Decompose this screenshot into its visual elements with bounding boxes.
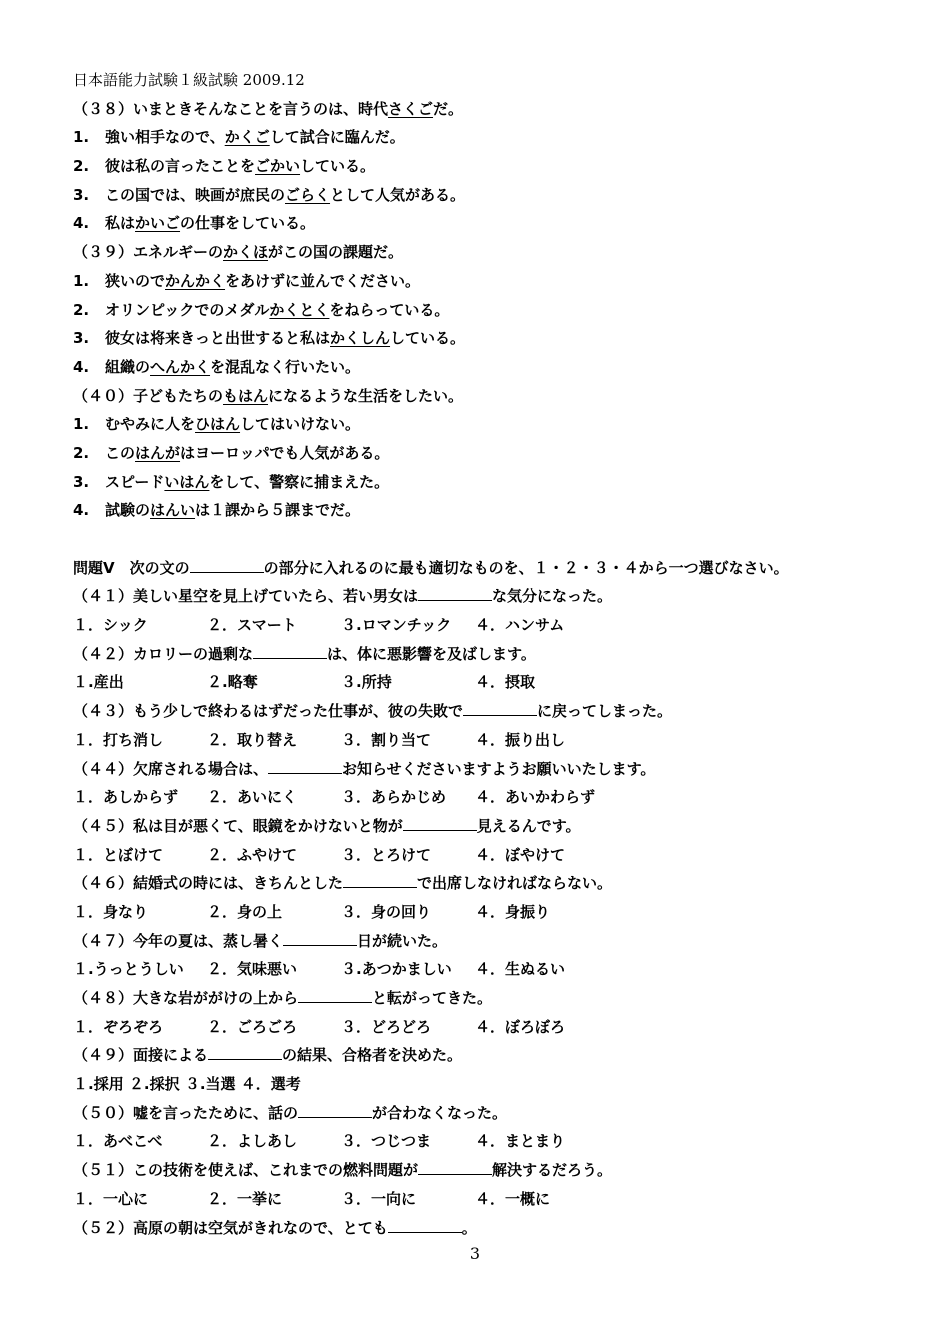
options-row <box>73 668 893 697</box>
vocab-question <box>73 238 893 267</box>
underlined-word: かくしん <box>330 329 391 348</box>
answer-blank <box>418 1160 492 1175</box>
choice-text-post: はヨーロッパでも人気がある。 <box>180 443 390 462</box>
option-item: １．あしからず <box>73 788 179 807</box>
option-item: ３.あつかましい <box>341 960 452 979</box>
answer-choice <box>73 267 893 296</box>
question-text-pre: （４６）結婚式の時には、きちんとした <box>73 874 344 893</box>
answer-choice <box>73 410 893 439</box>
options-row <box>73 726 893 755</box>
fill-blank-question <box>73 1214 893 1243</box>
option-item: １．身なり <box>73 902 149 921</box>
choice-text-post: の仕事をしている。 <box>180 214 316 233</box>
underlined-word: いはん <box>164 472 210 491</box>
answer-blank <box>463 701 537 716</box>
choice-text-pre: スピード <box>105 472 165 491</box>
option-item: １．打ち消し <box>73 730 164 749</box>
question-text-pre: （４４）欠席される場合は、 <box>73 759 269 778</box>
options-row <box>73 1070 893 1099</box>
answer-choice <box>73 496 893 525</box>
question-text-post: だ。 <box>433 99 464 118</box>
section-5-title <box>73 554 893 583</box>
options-row <box>73 1013 893 1042</box>
question-text-pre: （４２）カロリーの過剰な <box>73 644 254 663</box>
option-item: ４．生ぬるい <box>475 960 566 979</box>
question-text-post: の結果、合格者を決めた。 <box>282 1046 463 1065</box>
answer-blank <box>298 1103 372 1118</box>
question-text-pre: （４３）もう少しで終わるはずだった仕事が、彼の失敗で <box>73 702 464 721</box>
choice-text-post: をして、警察に捕まえた。 <box>209 472 390 491</box>
vocab-question <box>73 95 893 124</box>
answer-choice <box>73 209 893 238</box>
option-item: ３．身の回り <box>341 902 432 921</box>
question-text-post: な気分になった。 <box>492 587 613 606</box>
option-item: ２．スマート <box>207 616 297 635</box>
option-item: ４．摂取 <box>475 673 536 692</box>
underlined-word: かんかく <box>165 271 226 290</box>
section-5-questions <box>73 582 893 1242</box>
vocab-question <box>73 382 893 411</box>
fill-blank-question <box>73 1156 893 1185</box>
choice-text-pre: 私は <box>105 214 136 233</box>
options-row <box>73 1185 893 1214</box>
question-text-pre: （５２）高原の朝は空気がきれなので、とても <box>73 1218 388 1237</box>
choice-text-pre: 試験の <box>105 501 151 520</box>
choice-text-pre: 組織の <box>105 357 151 376</box>
choice-text-post: してはいけない。 <box>240 415 361 434</box>
option-item: ２．ごろごろ <box>207 1017 298 1036</box>
answer-blank <box>190 558 264 573</box>
fill-blank-question <box>73 1041 893 1070</box>
choice-number: 2. <box>73 157 90 176</box>
choice-text-pre: この国では、映画が庶民の <box>105 185 286 204</box>
question-text-post: 見えるんです。 <box>476 816 581 835</box>
options-row <box>73 1127 893 1156</box>
section-4-questions <box>73 95 893 525</box>
choice-text-post: をあけずに並んでください。 <box>225 271 421 290</box>
answer-choice <box>73 296 893 325</box>
fill-blank-question <box>73 869 893 898</box>
choice-number: 3. <box>73 472 90 491</box>
question-text-post: に戻ってしまった。 <box>537 702 673 721</box>
choice-number: 4. <box>73 357 90 376</box>
question-text-pre: （４９）面接による <box>73 1046 209 1065</box>
choice-number: 3. <box>73 329 90 348</box>
choice-text-post: して試合に臨んだ。 <box>269 128 405 147</box>
underlined-word: はんが <box>135 443 181 462</box>
option-item: ４．振り出し <box>475 730 566 749</box>
choice-number: 1. <box>73 271 90 290</box>
answer-blank <box>418 586 492 601</box>
answer-choice <box>73 353 893 382</box>
fill-blank-question <box>73 984 893 1013</box>
option-item: ２．一挙に <box>207 1189 283 1208</box>
choice-number: 1. <box>73 128 90 147</box>
choice-number: 3. <box>73 185 90 204</box>
option-item: ４．一概に <box>475 1189 551 1208</box>
underlined-word: はんい <box>150 501 196 520</box>
option-item: ２．ふやけて <box>207 845 298 864</box>
underlined-word: かくほ <box>223 243 269 262</box>
section-5-title-post: の部分に入れるのに最も適切なものを、１・２・３・４から一つ選びなさい。 <box>263 558 789 577</box>
answer-choice <box>73 152 893 181</box>
question-text-post: と転がってきた。 <box>372 989 493 1007</box>
option-item: １.うっとうしい <box>73 960 184 979</box>
options-row <box>73 841 893 870</box>
underlined-word: ごかい <box>255 157 301 176</box>
choice-text-post: として人気がある。 <box>330 185 466 204</box>
option-item: ３.所持 <box>341 673 392 692</box>
underlined-word: もはん <box>223 386 269 405</box>
option-item: ４．ハンサム <box>475 616 565 635</box>
underlined-word: さくご <box>388 99 434 118</box>
option-item: ３．あらかじめ <box>341 788 447 807</box>
question-text-pre: （４８）大きな岩ががけの上から <box>73 989 299 1007</box>
question-text-post: で出席しなければならない。 <box>417 874 613 893</box>
answer-blank <box>403 816 477 831</box>
underlined-word: へんかく <box>150 357 211 376</box>
answer-choice <box>73 324 893 353</box>
underlined-word: かくとく <box>269 300 330 319</box>
answer-blank <box>208 1045 282 1060</box>
choice-text-pre: むやみに人を <box>105 415 196 434</box>
option-item: ３．一向に <box>341 1189 417 1208</box>
document-page <box>73 66 893 1242</box>
option-item: １．一心に <box>73 1189 149 1208</box>
fill-blank-question <box>73 697 893 726</box>
option-item: ４．まとまり <box>475 1132 566 1151</box>
option-item: ２．よしあし <box>207 1132 298 1151</box>
fill-blank-question <box>73 582 893 611</box>
option-item: １．ぞろぞろ <box>73 1017 164 1036</box>
question-text-post: がこの国の課題だ。 <box>268 243 404 262</box>
options-row <box>73 955 893 984</box>
option-item: ２．身の上 <box>207 902 283 921</box>
choice-text-pre: 彼は私の言ったことを <box>105 157 256 176</box>
option-item: １．シック <box>73 616 148 635</box>
choice-text-pre: この <box>105 443 136 462</box>
fill-blank-question <box>73 927 893 956</box>
option-item: ２．取り替え <box>207 730 298 749</box>
question-text-post: お知らせくださいますようお願いいたします。 <box>342 759 656 778</box>
choice-number: 2. <box>73 443 90 462</box>
option-item: ２.略奪 <box>207 673 258 692</box>
choice-number: 4. <box>73 501 90 520</box>
choice-text-post: は１課から５課までだ。 <box>195 501 361 520</box>
question-text-pre: （５１）この技術を使えば、これまでの燃料問題が <box>73 1161 419 1180</box>
choice-text-pre: 狭いので <box>105 271 166 290</box>
option-item: ３．どろどろ <box>341 1017 432 1036</box>
answer-choice <box>73 123 893 152</box>
option-item: １.産出 <box>73 673 124 692</box>
choice-number: 4. <box>73 214 90 233</box>
fill-blank-question <box>73 812 893 841</box>
section-gap <box>73 525 893 554</box>
question-text-post: は、体に悪影響を及ばします。 <box>327 644 536 663</box>
question-text-pre: （４７）今年の夏は、蒸し暑く <box>73 931 284 950</box>
question-text-pre: （４１）美しい星空を見上げていたら、若い男女は <box>73 587 419 606</box>
question-text-pre: （４５）私は目が悪くて、眼鏡をかけないと物が <box>73 816 403 835</box>
option-item: ２．あいにく <box>207 788 298 807</box>
choice-text-post: している。 <box>390 329 466 348</box>
underlined-word: ごらく <box>285 185 331 204</box>
answer-blank <box>298 988 372 1003</box>
options-row <box>73 898 893 927</box>
question-text-post: 解決するだろう。 <box>492 1161 613 1180</box>
answer-blank <box>253 644 327 659</box>
page-number: 3 <box>469 1244 481 1263</box>
option-item: １．とぼけて <box>73 845 164 864</box>
underlined-word: ひはん <box>195 415 241 434</box>
underlined-word: かくご <box>224 128 270 147</box>
question-text-post: が合わなくなった。 <box>372 1103 508 1122</box>
choice-text-post: を混乱なく行いたい。 <box>210 357 361 376</box>
section-5-title-pre: 問題Ⅴ 次の文の <box>73 558 190 577</box>
option-item: １．あべこべ <box>73 1132 163 1151</box>
question-text-post: 。 <box>461 1218 477 1237</box>
choice-text-pre: 彼女は将来きっと出世すると私は <box>105 329 331 348</box>
choice-text-post: している。 <box>300 157 376 176</box>
answer-choice <box>73 468 893 497</box>
question-text-post: になるような生活をしたい。 <box>268 386 464 405</box>
answer-blank <box>268 759 342 774</box>
option-item: ４．身振り <box>475 902 551 921</box>
question-text-pre: （３８）いまときそんなことを言うのは、時代 <box>73 99 389 118</box>
underlined-word: かいご <box>135 214 181 233</box>
option-item: ３．割り当て <box>341 730 432 749</box>
question-text-pre: （４０）子どもたちの <box>73 386 224 405</box>
answer-choice <box>73 439 893 468</box>
fill-blank-question <box>73 1099 893 1128</box>
option-item: ３.ロマンチック <box>341 616 452 635</box>
document-header: 日本語能力試験１級試験 2009.12 <box>73 71 305 89</box>
choice-text-pre: 強い相手なので、 <box>105 128 225 147</box>
choice-number: 1. <box>73 415 90 434</box>
options-row <box>73 783 893 812</box>
option-item: ４．ぼろぼろ <box>475 1017 566 1036</box>
fill-blank-question <box>73 640 893 669</box>
options-inline: １.採用 ２.採択 ３.当選 ４．選考 <box>73 1075 301 1094</box>
option-item: ３．とろけて <box>341 845 432 864</box>
answer-choice <box>73 181 893 210</box>
choice-text-post: をねらっている。 <box>329 300 450 319</box>
option-item: ３．つじつま <box>341 1132 432 1151</box>
answer-blank <box>388 1218 462 1233</box>
answer-blank <box>343 873 417 888</box>
answer-blank <box>283 931 357 946</box>
option-item: ４．あいかわらず <box>475 788 596 807</box>
option-item: ２．気味悪い <box>207 960 298 979</box>
question-text-pre: （５０）嘘を言ったために、話の <box>73 1103 299 1122</box>
question-text-pre: （３９）エネルギーの <box>73 243 224 262</box>
choice-text-pre: オリンピックでのメダル <box>105 300 270 319</box>
option-item: ４．ぼやけて <box>475 845 566 864</box>
options-row <box>73 611 893 640</box>
fill-blank-question <box>73 755 893 784</box>
question-text-post: 日が続いた。 <box>357 931 448 950</box>
choice-number: 2. <box>73 300 90 319</box>
